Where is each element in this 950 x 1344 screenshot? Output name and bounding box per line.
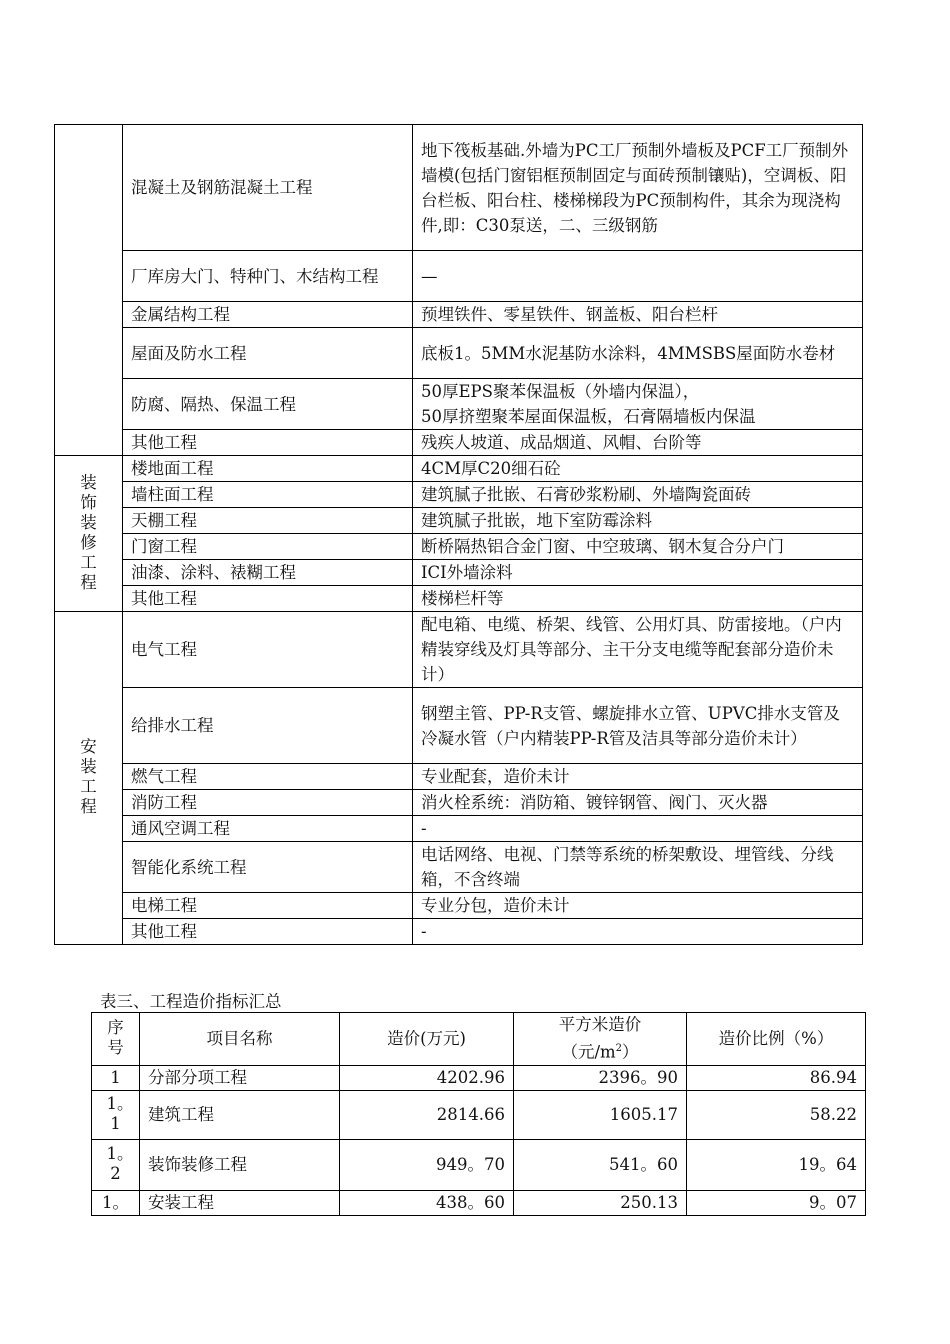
desc-text: 预埋铁件、零星铁件、钢盖板、阳台栏杆 bbox=[421, 305, 718, 324]
table-row bbox=[92, 1065, 866, 1090]
row-name: 安装工程 bbox=[140, 1190, 340, 1215]
item-cell: 厂库房大门、特种门、木结构工程 bbox=[123, 251, 413, 302]
table-row bbox=[55, 816, 863, 842]
category-cell-decoration bbox=[55, 456, 123, 612]
table-row bbox=[55, 430, 863, 456]
desc-text: — bbox=[421, 266, 438, 286]
desc-text: 50厚EPS聚苯保温板（外墙内保温）， 50厚挤塑聚苯屋面保温板，石膏隔墙板内保温 bbox=[421, 382, 756, 426]
row-cost: 4202.96 bbox=[340, 1065, 514, 1090]
row-ratio: 19。64 bbox=[687, 1139, 866, 1190]
cost-index-summary-table bbox=[91, 1012, 866, 1216]
row-name: 分部分项工程 bbox=[140, 1065, 340, 1090]
cost-description-table bbox=[54, 124, 863, 945]
desc-text: 配电箱、电缆、桥架、线管、公用灯具、防雷接地。（户内精装穿线及灯具等部分、主干分支电缆等配套部分造价未计） bbox=[421, 615, 842, 684]
desc-cell bbox=[413, 328, 863, 379]
desc-cell bbox=[413, 586, 863, 612]
table-row bbox=[55, 456, 863, 482]
desc-cell bbox=[413, 919, 863, 945]
item-cell: 油漆、涂料、裱糊工程 bbox=[123, 560, 413, 586]
table-row bbox=[55, 790, 863, 816]
item-cell: 屋面及防水工程 bbox=[123, 328, 413, 379]
table-row bbox=[92, 1090, 866, 1139]
desc-text: ICI外墙涂料 bbox=[421, 563, 513, 582]
desc-text: - bbox=[421, 819, 427, 838]
table-row bbox=[55, 764, 863, 790]
row-name: 装饰装修工程 bbox=[140, 1139, 340, 1190]
desc-cell bbox=[413, 534, 863, 560]
header-row bbox=[92, 1013, 866, 1066]
desc-cell bbox=[413, 893, 863, 919]
desc-cell bbox=[413, 456, 863, 482]
table-row bbox=[55, 893, 863, 919]
desc-text: 底板1。5MM水泥基防水涂料，4MMSBS屋面防水卷材 bbox=[421, 343, 836, 363]
table-row bbox=[55, 612, 863, 688]
item-cell: 智能化系统工程 bbox=[123, 842, 413, 893]
desc-cell bbox=[413, 379, 863, 430]
desc-cell bbox=[413, 508, 863, 534]
category-label: 安装工程 bbox=[80, 737, 97, 816]
desc-text: 断桥隔热铝合金门窗、中空玻璃、钢木复合分户门 bbox=[421, 537, 784, 556]
row-no: 1。1 bbox=[92, 1090, 140, 1139]
table-row bbox=[55, 379, 863, 430]
desc-text: 专业分包，造价未计 bbox=[421, 896, 570, 915]
desc-text: 钢塑主管、PP-R支管、螺旋排水立管、UPVC排水支管及冷凝水管（户内精装PP-R管及洁具等部分造价未计） bbox=[421, 703, 840, 748]
item-cell: 电气工程 bbox=[123, 612, 413, 688]
desc-text: 地下筏板基础.外墙为PC工厂预制外墙板及PCF工厂预制外墙模(包括门窗铝框预制固定与面砖预制镶贴)，空调板、阳台栏板、阳台柱、楼梯梯段为PC预制构件，其余为现浇构件,即：C30泵送，二、三级钢筋 bbox=[421, 140, 849, 235]
desc-cell bbox=[413, 430, 863, 456]
row-ratio: 58.22 bbox=[687, 1090, 866, 1139]
row-no: 1。2 bbox=[92, 1139, 140, 1190]
item-cell: 其他工程 bbox=[123, 919, 413, 945]
table-row bbox=[55, 251, 863, 302]
desc-cell bbox=[413, 251, 863, 302]
item-cell: 通风空调工程 bbox=[123, 816, 413, 842]
table-row bbox=[55, 534, 863, 560]
desc-cell bbox=[413, 842, 863, 893]
header-ratio: 造价比例（%） bbox=[687, 1013, 866, 1066]
table-caption: 表三、工程造价指标汇总 bbox=[100, 992, 282, 1011]
row-ratio: 86.94 bbox=[687, 1065, 866, 1090]
desc-text: - bbox=[421, 922, 427, 941]
row-sqm: 541。60 bbox=[514, 1139, 687, 1190]
item-cell: 燃气工程 bbox=[123, 764, 413, 790]
row-sqm: 250.13 bbox=[514, 1190, 687, 1215]
item-cell: 电梯工程 bbox=[123, 893, 413, 919]
desc-cell bbox=[413, 790, 863, 816]
row-sqm: 2396。90 bbox=[514, 1065, 687, 1090]
table-row bbox=[55, 560, 863, 586]
table-row bbox=[55, 328, 863, 379]
table-row bbox=[55, 125, 863, 251]
row-no: 1 bbox=[92, 1065, 140, 1090]
table-row bbox=[55, 508, 863, 534]
table-row bbox=[55, 586, 863, 612]
table-row bbox=[92, 1139, 866, 1190]
desc-cell bbox=[413, 688, 863, 764]
desc-cell bbox=[413, 125, 863, 251]
item-cell: 墙柱面工程 bbox=[123, 482, 413, 508]
header-name: 项目名称 bbox=[140, 1013, 340, 1066]
table-row bbox=[55, 842, 863, 893]
item-cell: 其他工程 bbox=[123, 586, 413, 612]
category-label: 装饰装修工程 bbox=[80, 472, 97, 592]
table-row bbox=[55, 302, 863, 328]
item-cell: 给排水工程 bbox=[123, 688, 413, 764]
item-cell: 楼地面工程 bbox=[123, 456, 413, 482]
desc-text: 残疾人坡道、成品烟道、风帽、台阶等 bbox=[421, 433, 702, 452]
desc-cell bbox=[413, 560, 863, 586]
row-ratio: 9。07 bbox=[687, 1190, 866, 1215]
table-row bbox=[55, 482, 863, 508]
row-cost: 438。60 bbox=[340, 1190, 514, 1215]
header-sqm-cost: 平方米造价 （元$/m^2$） bbox=[514, 1013, 687, 1066]
item-cell: 门窗工程 bbox=[123, 534, 413, 560]
desc-cell bbox=[413, 302, 863, 328]
desc-text: 消火栓系统：消防箱、镀锌钢管、阀门、灭火器 bbox=[421, 793, 768, 812]
desc-cell bbox=[413, 612, 863, 688]
item-cell: 混凝土及钢筋混凝土工程 bbox=[123, 125, 413, 251]
category-cell-building bbox=[55, 125, 123, 456]
row-cost: 2814.66 bbox=[340, 1090, 514, 1139]
row-cost: 949。70 bbox=[340, 1139, 514, 1190]
item-cell: 其他工程 bbox=[123, 430, 413, 456]
item-cell: 天棚工程 bbox=[123, 508, 413, 534]
table-row bbox=[55, 919, 863, 945]
item-cell: 金属结构工程 bbox=[123, 302, 413, 328]
header-cost: 造价(万元) bbox=[340, 1013, 514, 1066]
desc-cell bbox=[413, 764, 863, 790]
desc-text: 电话网络、电视、门禁等系统的桥架敷设、埋管线、分线箱，不含终端 bbox=[421, 845, 834, 889]
item-cell: 消防工程 bbox=[123, 790, 413, 816]
row-sqm: 1605.17 bbox=[514, 1090, 687, 1139]
row-name: 建筑工程 bbox=[140, 1090, 340, 1139]
desc-text: 建筑腻子批嵌、石膏砂浆粉刷、外墙陶瓷面砖 bbox=[421, 485, 751, 504]
desc-text: 楼梯栏杆等 bbox=[421, 589, 504, 608]
header-no: 序号 bbox=[92, 1013, 140, 1066]
category-cell-installation bbox=[55, 612, 123, 945]
table-row bbox=[92, 1190, 866, 1215]
item-cell: 防腐、隔热、保温工程 bbox=[123, 379, 413, 430]
desc-cell bbox=[413, 816, 863, 842]
desc-text: 4CM厚C20细石砼 bbox=[421, 459, 561, 478]
row-no: 1。 bbox=[92, 1190, 140, 1215]
desc-text: 专业配套，造价未计 bbox=[421, 767, 570, 786]
desc-text: 建筑腻子批嵌，地下室防霉涂料 bbox=[421, 511, 652, 530]
table-row bbox=[55, 688, 863, 764]
desc-cell bbox=[413, 482, 863, 508]
